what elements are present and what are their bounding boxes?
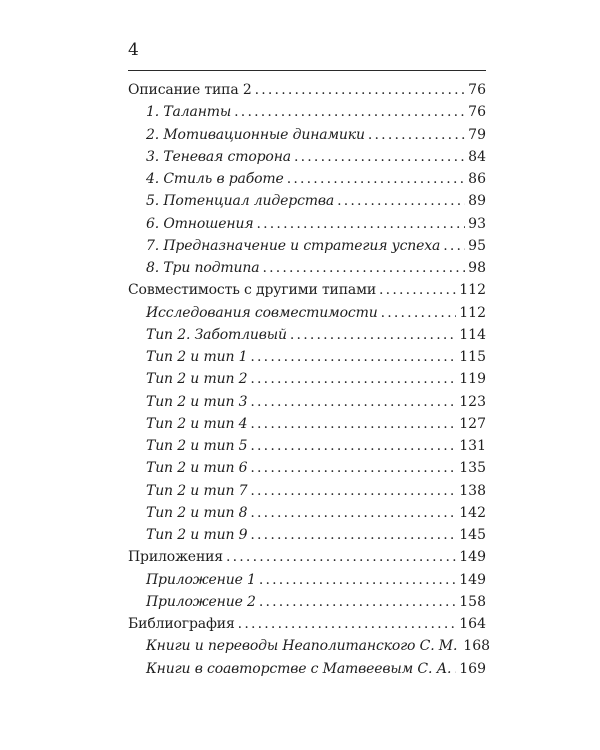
page-number: 4 (128, 40, 139, 60)
toc-dot-leader (250, 483, 456, 499)
toc-entry-title: Описание типа 2 (128, 82, 252, 98)
toc-entry-title: Приложение 1 (146, 571, 256, 588)
toc-subsection-entry (128, 238, 486, 260)
toc-entry-title: Приложения (128, 549, 223, 566)
toc-dot-leader (259, 594, 456, 610)
toc-entry-page: 112 (459, 304, 486, 321)
toc-subsection-entry (128, 416, 486, 438)
toc-entry-page: 112 (459, 282, 486, 299)
toc-subsection-entry (128, 527, 486, 549)
table-of-contents (128, 82, 491, 683)
toc-entry-title: Библиография (128, 616, 235, 632)
toc-dot-leader (250, 438, 456, 454)
toc-entry-title: Тип 2. Заботливый (146, 326, 287, 343)
toc-dot-leader (443, 238, 465, 254)
toc-entry-title: 2. Мотивационные динамики (146, 126, 365, 143)
toc-entry-title: 3. Теневая сторона (146, 148, 291, 165)
toc-subsection-entry (128, 127, 486, 149)
toc-subsection-entry (128, 460, 486, 482)
toc-entry-title: 6. Отношения (146, 215, 254, 232)
toc-dot-leader (234, 104, 465, 120)
toc-subsection-entry (128, 505, 486, 527)
toc-entry-title: 1. Таланты (146, 104, 232, 121)
toc-section-entry (128, 616, 486, 638)
toc-section-entry (128, 282, 486, 304)
toc-entry-title: 5. Потенциал лидерства (146, 193, 335, 210)
toc-entry-title: Тип 2 и тип 4 (146, 415, 248, 432)
toc-dot-leader (256, 216, 465, 232)
toc-dot-leader (250, 394, 456, 410)
toc-entry-title: Тип 2 и тип 6 (146, 460, 248, 477)
toc-dot-leader (379, 282, 456, 298)
toc-entry-page: 76 (468, 82, 486, 98)
toc-subsection-entry (128, 305, 486, 327)
toc-dot-leader (238, 616, 457, 632)
toc-entry-page: 119 (459, 371, 486, 388)
toc-entry-page: 164 (459, 616, 486, 632)
toc-entry-page: 95 (468, 237, 486, 254)
toc-subsection-entry (128, 572, 486, 594)
toc-entry-title: Тип 2 и тип 2 (146, 371, 248, 388)
toc-entry-title: Тип 2 и тип 8 (146, 504, 248, 521)
toc-dot-leader (454, 661, 456, 677)
toc-subsection-entry (128, 216, 486, 238)
toc-entry-page: 149 (459, 549, 486, 566)
toc-entry-page: 123 (459, 393, 486, 410)
toc-subsection-entry (128, 171, 486, 193)
toc-dot-leader (290, 327, 456, 343)
toc-entry-title: 7. Предназначение и стратегия успеха (146, 237, 441, 254)
toc-entry-page: 169 (459, 660, 486, 677)
toc-section-entry (128, 82, 486, 104)
toc-entry-page: 93 (468, 215, 486, 232)
header-rule (128, 70, 486, 71)
toc-entry-title: Тип 2 и тип 5 (146, 438, 248, 454)
toc-section-entry (128, 549, 486, 571)
toc-dot-leader (255, 82, 466, 98)
toc-dot-leader (337, 193, 465, 209)
toc-entry-page: 168 (463, 638, 491, 655)
toc-entry-page: 142 (459, 504, 486, 521)
toc-subsection-entry (128, 638, 491, 660)
toc-entry-page: 145 (459, 527, 486, 543)
toc-entry-title: Исследования совместимости (146, 304, 378, 321)
toc-entry-page: 149 (459, 571, 486, 588)
toc-entry-page: 98 (468, 260, 486, 276)
toc-subsection-entry (128, 594, 486, 616)
toc-subsection-entry (128, 104, 486, 126)
toc-entry-title: Тип 2 и тип 3 (146, 393, 248, 410)
toc-entry-title: Приложение 2 (146, 593, 256, 610)
toc-dot-leader (250, 349, 456, 365)
toc-entry-page: 89 (468, 193, 486, 210)
toc-dot-leader (250, 527, 456, 543)
toc-entry-page: 135 (459, 460, 486, 477)
toc-entry-page: 79 (468, 126, 486, 143)
toc-subsection-entry (128, 394, 486, 416)
toc-dot-leader (250, 505, 456, 521)
toc-entry-page: 138 (459, 482, 486, 499)
toc-entry-title: Книги в соавторстве с Матвеевым С. А. (146, 660, 452, 677)
toc-subsection-entry (128, 260, 486, 282)
toc-entry-title: Тип 2 и тип 7 (146, 482, 248, 499)
toc-subsection-entry (128, 371, 486, 393)
toc-entry-page: 131 (459, 438, 486, 454)
toc-entry-title: 8. Три подтипа (146, 260, 260, 276)
toc-subsection-entry (128, 327, 486, 349)
toc-subsection-entry (128, 349, 486, 371)
toc-dot-leader (250, 416, 456, 432)
toc-entry-title: Тип 2 и тип 9 (146, 527, 248, 543)
toc-dot-leader (368, 127, 465, 143)
toc-subsection-entry (128, 149, 486, 171)
toc-entry-title: 4. Стиль в работе (146, 171, 284, 187)
toc-entry-page: 114 (459, 326, 486, 343)
toc-dot-leader (381, 305, 457, 321)
toc-entry-title: Совместимость с другими типами (128, 282, 377, 299)
toc-dot-leader (262, 260, 465, 276)
toc-entry-page: 127 (459, 415, 486, 432)
toc-entry-page: 115 (459, 349, 486, 365)
toc-entry-page: 76 (468, 104, 486, 121)
toc-entry-title: Тип 2 и тип 1 (146, 349, 248, 365)
toc-subsection-entry (128, 483, 486, 505)
toc-entry-page: 86 (468, 171, 486, 187)
toc-dot-leader (287, 171, 465, 187)
toc-subsection-entry (128, 661, 486, 683)
toc-dot-leader (226, 549, 456, 565)
toc-subsection-entry (128, 438, 486, 460)
toc-subsection-entry (128, 193, 486, 215)
toc-entry-title: Книги и переводы Неаполитанского С. М. (146, 638, 458, 655)
toc-dot-leader (294, 149, 465, 165)
toc-dot-leader (250, 371, 456, 387)
toc-entry-page: 158 (459, 593, 486, 610)
toc-entry-page: 84 (468, 148, 486, 165)
toc-dot-leader (259, 572, 456, 588)
toc-dot-leader (250, 460, 456, 476)
